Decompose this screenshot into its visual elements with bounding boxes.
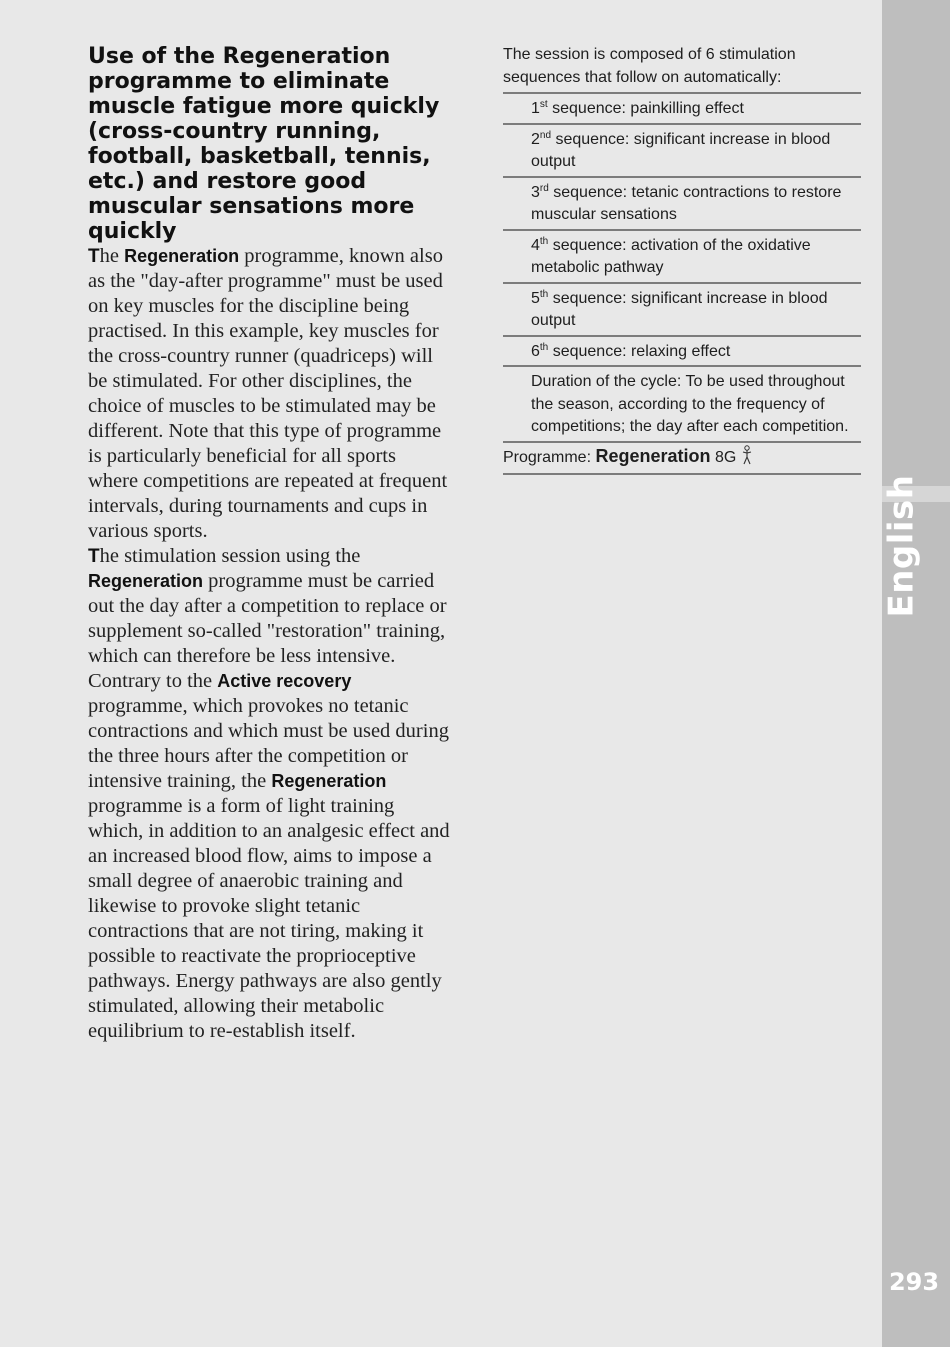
text-run: programme is a form of light training which, in addition to an analgesic effect and an increased blood flow, aims to impose a small degree of anaerobic training and likewise to provoke slight tetanic contractions that are not tiring, making it possible to reactivate the proprioceptive pathways. Energy pathways are also gently stimulated, allowing their metabolic equilibrium to re-establish itself. — [88, 795, 450, 1042]
sequence-number: 6 — [531, 342, 540, 360]
right-column — [503, 44, 861, 475]
text-run: programme, which provokes no tetanic contractions and which must be used during the three hours after the competition or intensive training, the — [88, 695, 449, 792]
text-run: he — [99, 245, 125, 267]
dropcap: T — [88, 246, 100, 267]
sequence-number: 2 — [531, 130, 540, 148]
language-text: English — [882, 474, 922, 618]
sidebar — [882, 0, 950, 1347]
ordinal-suffix: th — [539, 288, 549, 300]
cycle-duration: Duration of the cycle: To be used throughout the season, according to the frequency of competitions; the day after each competition. — [531, 373, 849, 435]
ordinal-suffix: th — [539, 341, 549, 353]
sequence-number: 4 — [531, 236, 540, 254]
programme-line — [503, 443, 861, 474]
ordinal-suffix: th — [539, 235, 549, 247]
programme-label: Programme: — [503, 448, 596, 466]
sequence-item — [503, 94, 861, 123]
sequence-number: 3 — [531, 183, 540, 201]
paragraph-1 — [88, 244, 450, 544]
text-run: programme must be carried out the day after a competition to replace or supplement so-called "restoration" training, which can therefore be less intensive. Contrary to the — [88, 570, 447, 692]
programme-name: Regeneration — [595, 445, 711, 466]
programme-code: 8G — [710, 448, 737, 466]
paragraph-2 — [88, 544, 450, 1044]
sequence-item — [503, 125, 861, 176]
sequence-number: 5 — [531, 289, 540, 307]
keyword-regeneration: Regeneration — [88, 571, 204, 591]
sequence-text: sequence: relaxing effect — [548, 342, 731, 360]
left-column — [88, 44, 450, 1044]
language-label — [882, 474, 922, 618]
sequence-text: sequence: significant increase in blood output — [531, 130, 831, 170]
text-run: he stimulation session using the — [99, 545, 361, 567]
body-figure-icon — [740, 445, 754, 473]
sequence-text: sequence: painkilling effect — [547, 100, 744, 117]
sequence-item — [503, 284, 861, 335]
keyword-regeneration: Regeneration — [271, 771, 387, 791]
sequence-item — [503, 178, 861, 229]
page-number: 293 — [888, 1268, 940, 1296]
keyword-active-recovery: Active recovery — [217, 671, 352, 691]
divider — [503, 473, 861, 475]
ordinal-suffix: rd — [539, 182, 549, 194]
sequence-item — [503, 231, 861, 282]
text-run: programme, known also as the "day-after programme" must be used on key muscles for the discipline being practised. In this example, key muscles for the cross-country runner (quadriceps) will be stimulated. For other disciplines, the choice of muscles to be stimulated may be different. Note that this type of programme is particularly beneficial for all sports where competitions are repeated at frequent intervals, during tournaments and cups in various sports. — [88, 245, 448, 542]
sequence-number: 1 — [531, 100, 540, 117]
sequence-text: sequence: tetanic contractions to restore muscular sensations — [531, 183, 842, 223]
sequence-text: sequence: significant increase in blood output — [531, 289, 828, 329]
ordinal-suffix: nd — [539, 129, 552, 141]
dropcap: T — [88, 546, 100, 567]
section-heading: Use of the Regeneration programme to eliminate muscle fatigue more quickly (cross-country running, football, basketball, tennis, etc.) and restore good muscular sensations more quickly — [88, 44, 440, 244]
ordinal-suffix: st — [539, 99, 548, 110]
sequence-text: sequence: activation of the oxidative metabolic pathway — [531, 236, 811, 276]
session-intro: The session is composed of 6 stimulation sequences that follow on automatically: — [503, 46, 796, 86]
sequence-item — [503, 337, 861, 366]
keyword-regeneration: Regeneration — [124, 246, 240, 266]
